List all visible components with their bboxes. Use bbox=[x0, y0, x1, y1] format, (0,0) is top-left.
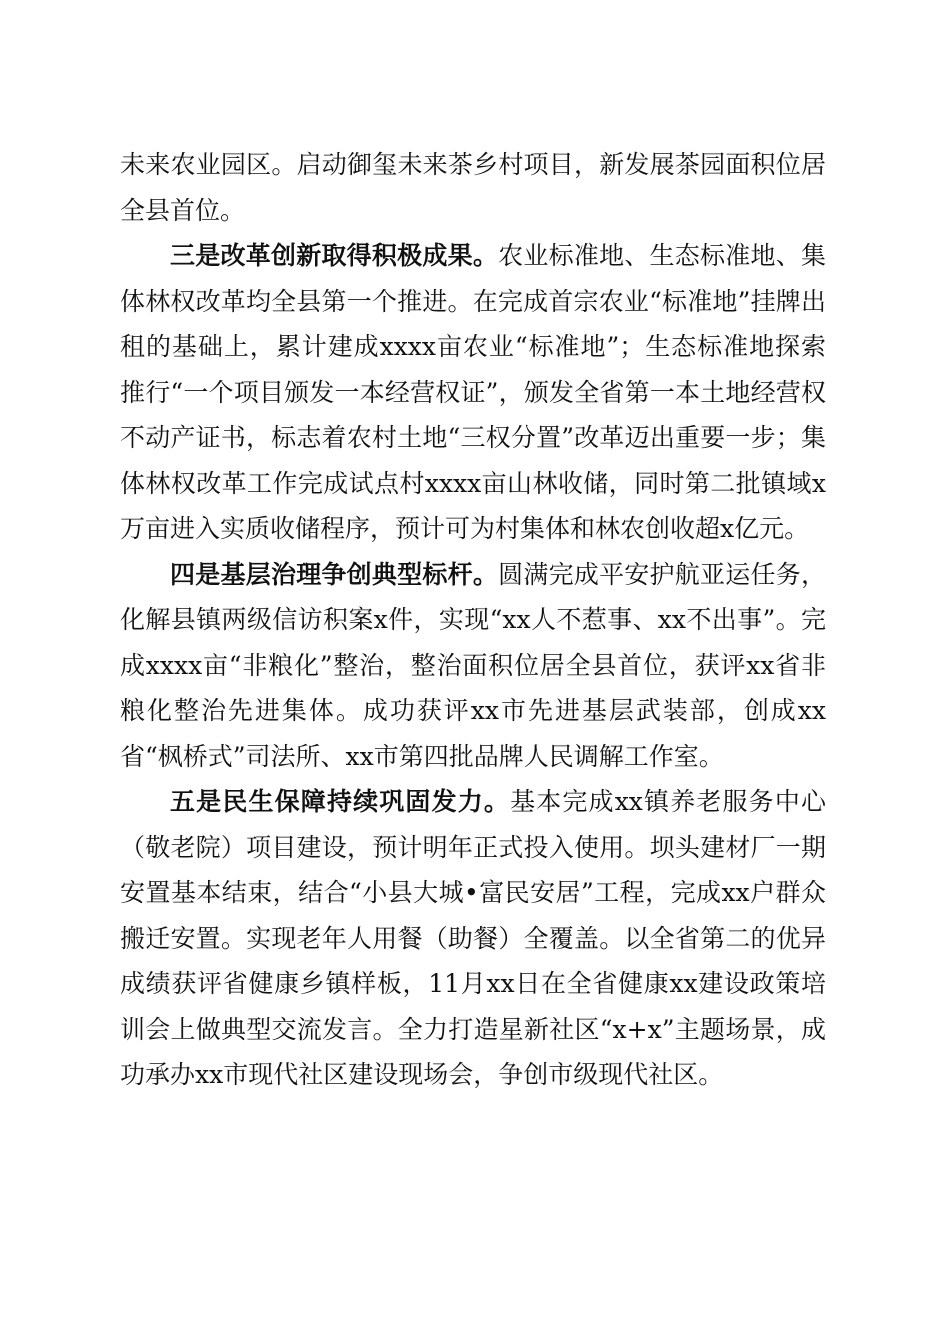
paragraph-body: 圆满完成平安护航亚运任务，化解县镇两级信访积案x件，实现“xx人不惹事、xx不出事”。完成xxxx亩“非粮化”整治，整治面积位居全县首位，获评xx省非粮化整治先进集体。成功获评xx市先进基层武装部，创成xx省“枫桥式”司法所、xx市第四批品牌人民调解工作室。 bbox=[120, 559, 826, 771]
paragraph-body: 未来农业园区。启动御玺未来茶乡村项目，新发展茶园面积位居全县首位。 bbox=[120, 150, 826, 225]
paragraph-heading: 三是改革创新取得积极成果。 bbox=[170, 241, 499, 270]
paragraph-heading: 四是基层治理争创典型标杆。 bbox=[170, 559, 499, 589]
paragraph-body: 基本完成xx镇养老服务中心（敬老院）项目建设，预计明年正式投入使用。坝头建材厂一期安置基本结束，结合“小县大城•富民安居”工程，完成xx户群众搬迁安置。实现老年人用餐（助餐）全覆盖。以全省第二的优异成绩获评省健康乡镇样板，11月xx日在全省健康xx建设政策培训会上做典型交流发言。全力打造星新社区“x+x”主题场景，成功承办xx市现代社区建设现场会，争创市级现代社区。 bbox=[120, 787, 826, 1089]
document-body bbox=[120, 142, 826, 1098]
paragraph-grassroots-governance bbox=[120, 552, 826, 780]
paragraph-heading: 五是民生保障持续巩固发力。 bbox=[170, 787, 511, 816]
paragraph-livelihood-security bbox=[120, 779, 826, 1098]
paragraph-continuation bbox=[120, 142, 826, 233]
paragraph-reform-innovation bbox=[120, 233, 826, 552]
paragraph-body: 农业标准地、生态标准地、集体林权改革均全县第一个推进。在完成首宗农业“标准地”挂牌出租的基础上，累计建成xxxx亩农业“标准地”；生态标准地探索推行“一个项目颁发一本经营权证”，颁发全省第一本土地经营权不动产证书，标志着农村土地“三权分置”改革迈出重要一步；集体林权改革工作完成试点村xxxx亩山林收储，同时第二批镇域x万亩进入实质收储程序，预计可为村集体和林农创收超x亿元。 bbox=[120, 241, 826, 543]
